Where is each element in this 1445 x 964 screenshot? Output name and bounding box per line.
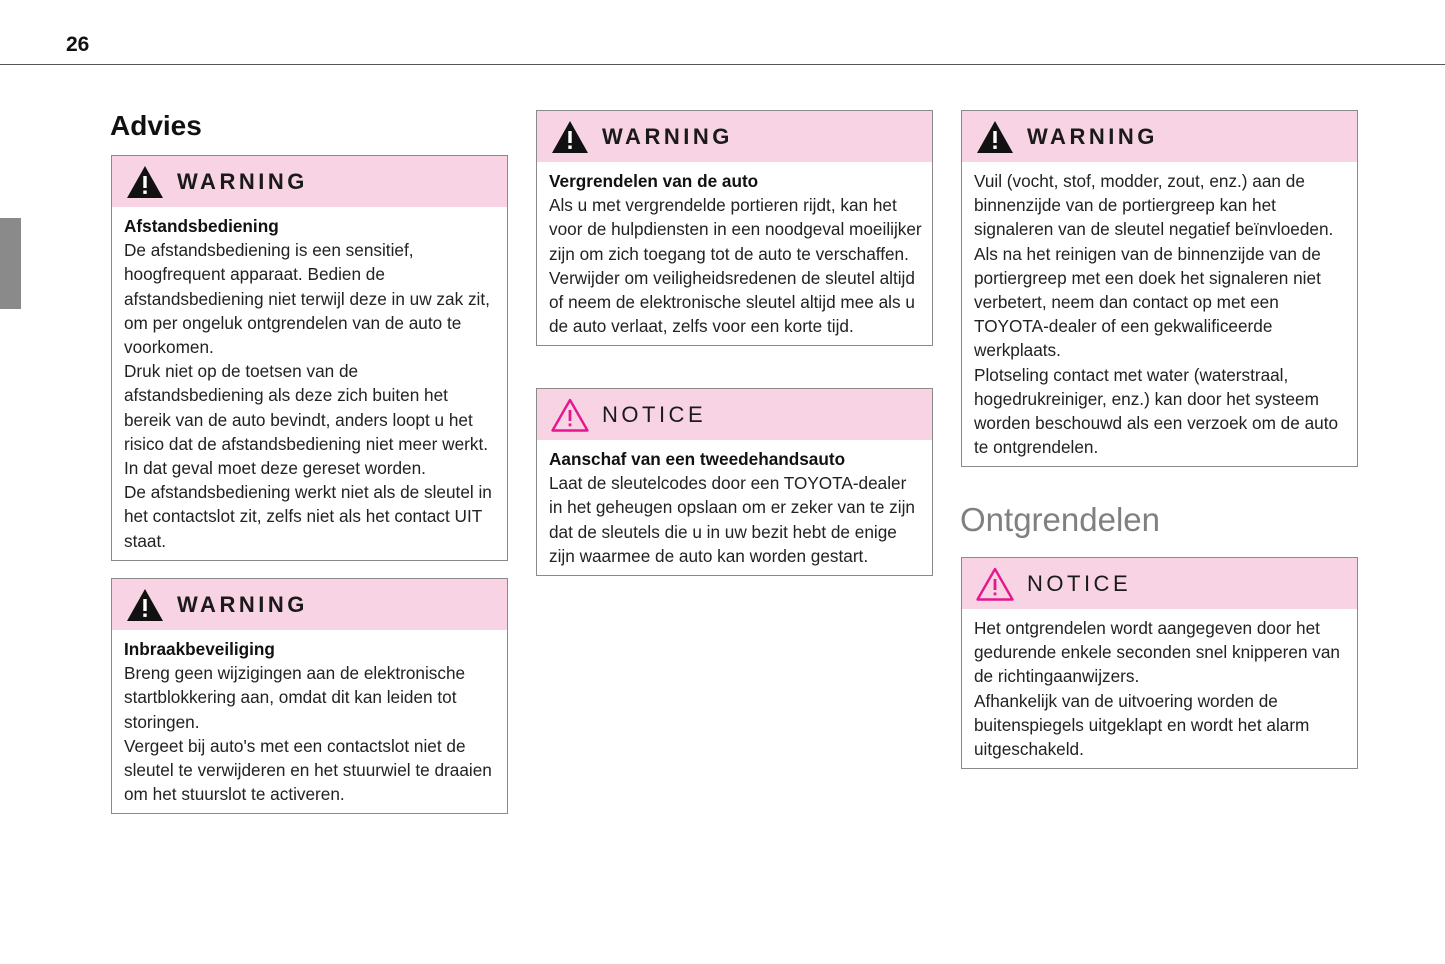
- warning-triangle-icon: [550, 119, 590, 155]
- warning-paragraph: Als na het reinigen van de binnenzijde van de portiergreep met een doek het signaleren niet verbetert, neem dan contact op met een TOYOTA-dealer of een gekwalificeerde werkplaats.: [974, 243, 1321, 361]
- section-heading-ontgrendelen: Ontgrendelen: [960, 501, 1160, 538]
- warning-box-locking: [536, 110, 933, 346]
- notice-body: [537, 440, 932, 575]
- warning-paragraph: Verwijder om veiligheidsredenen de sleutel altijd of neem de elektronische sleutel altijd mee als u de auto verlaat, zelfs voor een korte tijd.: [549, 267, 915, 337]
- warning-triangle-icon: [125, 587, 165, 623]
- warning-body: [537, 162, 932, 345]
- notice-paragraph: Het ontgrendelen wordt aangegeven door het gedurende enkele seconden snel knipperen van de richtingaanwijzers.: [974, 618, 1340, 687]
- notice-label: NOTICE: [1027, 570, 1132, 596]
- warning-body: [112, 207, 507, 560]
- warning-box-remote-control: [111, 155, 508, 561]
- warning-paragraph: Plotseling contact met water (waterstraal, hogedrukreiniger, enz.) kan door het systeem worden beschouwd als een verzoek om de auto te ontgrendelen.: [974, 364, 1339, 458]
- warning-body: [112, 630, 507, 813]
- warning-paragraph: Als u met vergrendelde portieren rijdt, kan het voor de hulpdiensten in een noodgeval moeilijker zijn om zich toegang tot de auto te verschaffen.: [549, 195, 922, 264]
- warning-title: Vergrendelen van de auto: [549, 171, 759, 191]
- warning-body: [962, 162, 1357, 466]
- warning-label: WARNING: [1027, 123, 1158, 149]
- warning-triangle-icon: [975, 119, 1015, 155]
- header-rule: [0, 64, 1445, 65]
- warning-header: [537, 111, 932, 162]
- notice-paragraph: Laat de sleutelcodes door een TOYOTA-dealer in het geheugen opslaan om er zeker van te zijn dat de sleutels die u in uw bezit hebt de enige zijn waarmee de auto kan worden gestart.: [549, 473, 915, 566]
- warning-paragraph: De afstandsbediening is een sensitief, hoogfrequent apparaat. Bedien de afstandsbediening niet terwijl deze in uw zak zit, om per ongeluk ontgrendelen van de auto te voorkomen.: [124, 240, 490, 358]
- notice-triangle-icon: [550, 397, 590, 433]
- chapter-side-tab: [0, 218, 21, 309]
- warning-box-door-handle: [961, 110, 1358, 467]
- notice-triangle-icon: [975, 566, 1015, 602]
- warning-paragraph: Druk niet op de toetsen van de afstandsbediening als deze zich buiten het bereik van de auto bevindt, anders loopt u het risico dat de afstandsbediening niet meer werkt. In dat geval moet deze gereset worden.: [124, 361, 489, 479]
- warning-header: [962, 111, 1357, 162]
- warning-header: [112, 156, 507, 207]
- warning-triangle-icon: [125, 164, 165, 200]
- page-number: 26: [66, 33, 90, 56]
- notice-header: [962, 558, 1357, 609]
- warning-header: [112, 579, 507, 630]
- notice-box-used-car: [536, 388, 933, 576]
- notice-paragraph: Afhankelijk van de uitvoering worden de buitenspiegels uitgeklapt en wordt het alarm uitgeschakeld.: [974, 690, 1310, 760]
- warning-paragraph: Vergeet bij auto's met een contactslot niet de sleutel te verwijderen en het stuurwiel te draaien om het stuurslot te activeren.: [124, 735, 492, 805]
- warning-box-immobilizer: [111, 578, 508, 814]
- warning-paragraph: Vuil (vocht, stof, modder, zout, enz.) aan de binnenzijde van de portiergreep kan het signaleren van de sleutel negatief beïnvloeden.: [974, 171, 1334, 240]
- notice-box-unlocking: [961, 557, 1358, 769]
- notice-body: [962, 609, 1357, 768]
- warning-title: Afstandsbediening: [124, 216, 279, 236]
- warning-paragraph: Breng geen wijzigingen aan de elektronische startblokkering aan, omdat dit kan leiden tot storingen.: [124, 663, 466, 732]
- warning-label: WARNING: [602, 123, 733, 149]
- notice-title: Aanschaf van een tweedehandsauto: [549, 449, 846, 469]
- section-heading-advies: Advies: [110, 110, 202, 141]
- warning-paragraph: De afstandsbediening werkt niet als de sleutel in het contactslot zit, zelfs niet als het contact UIT staat.: [124, 482, 492, 551]
- notice-header: [537, 389, 932, 440]
- warning-label: WARNING: [177, 591, 308, 617]
- notice-label: NOTICE: [602, 401, 707, 427]
- warning-title: Inbraakbeveiliging: [124, 639, 275, 659]
- warning-label: WARNING: [177, 168, 308, 194]
